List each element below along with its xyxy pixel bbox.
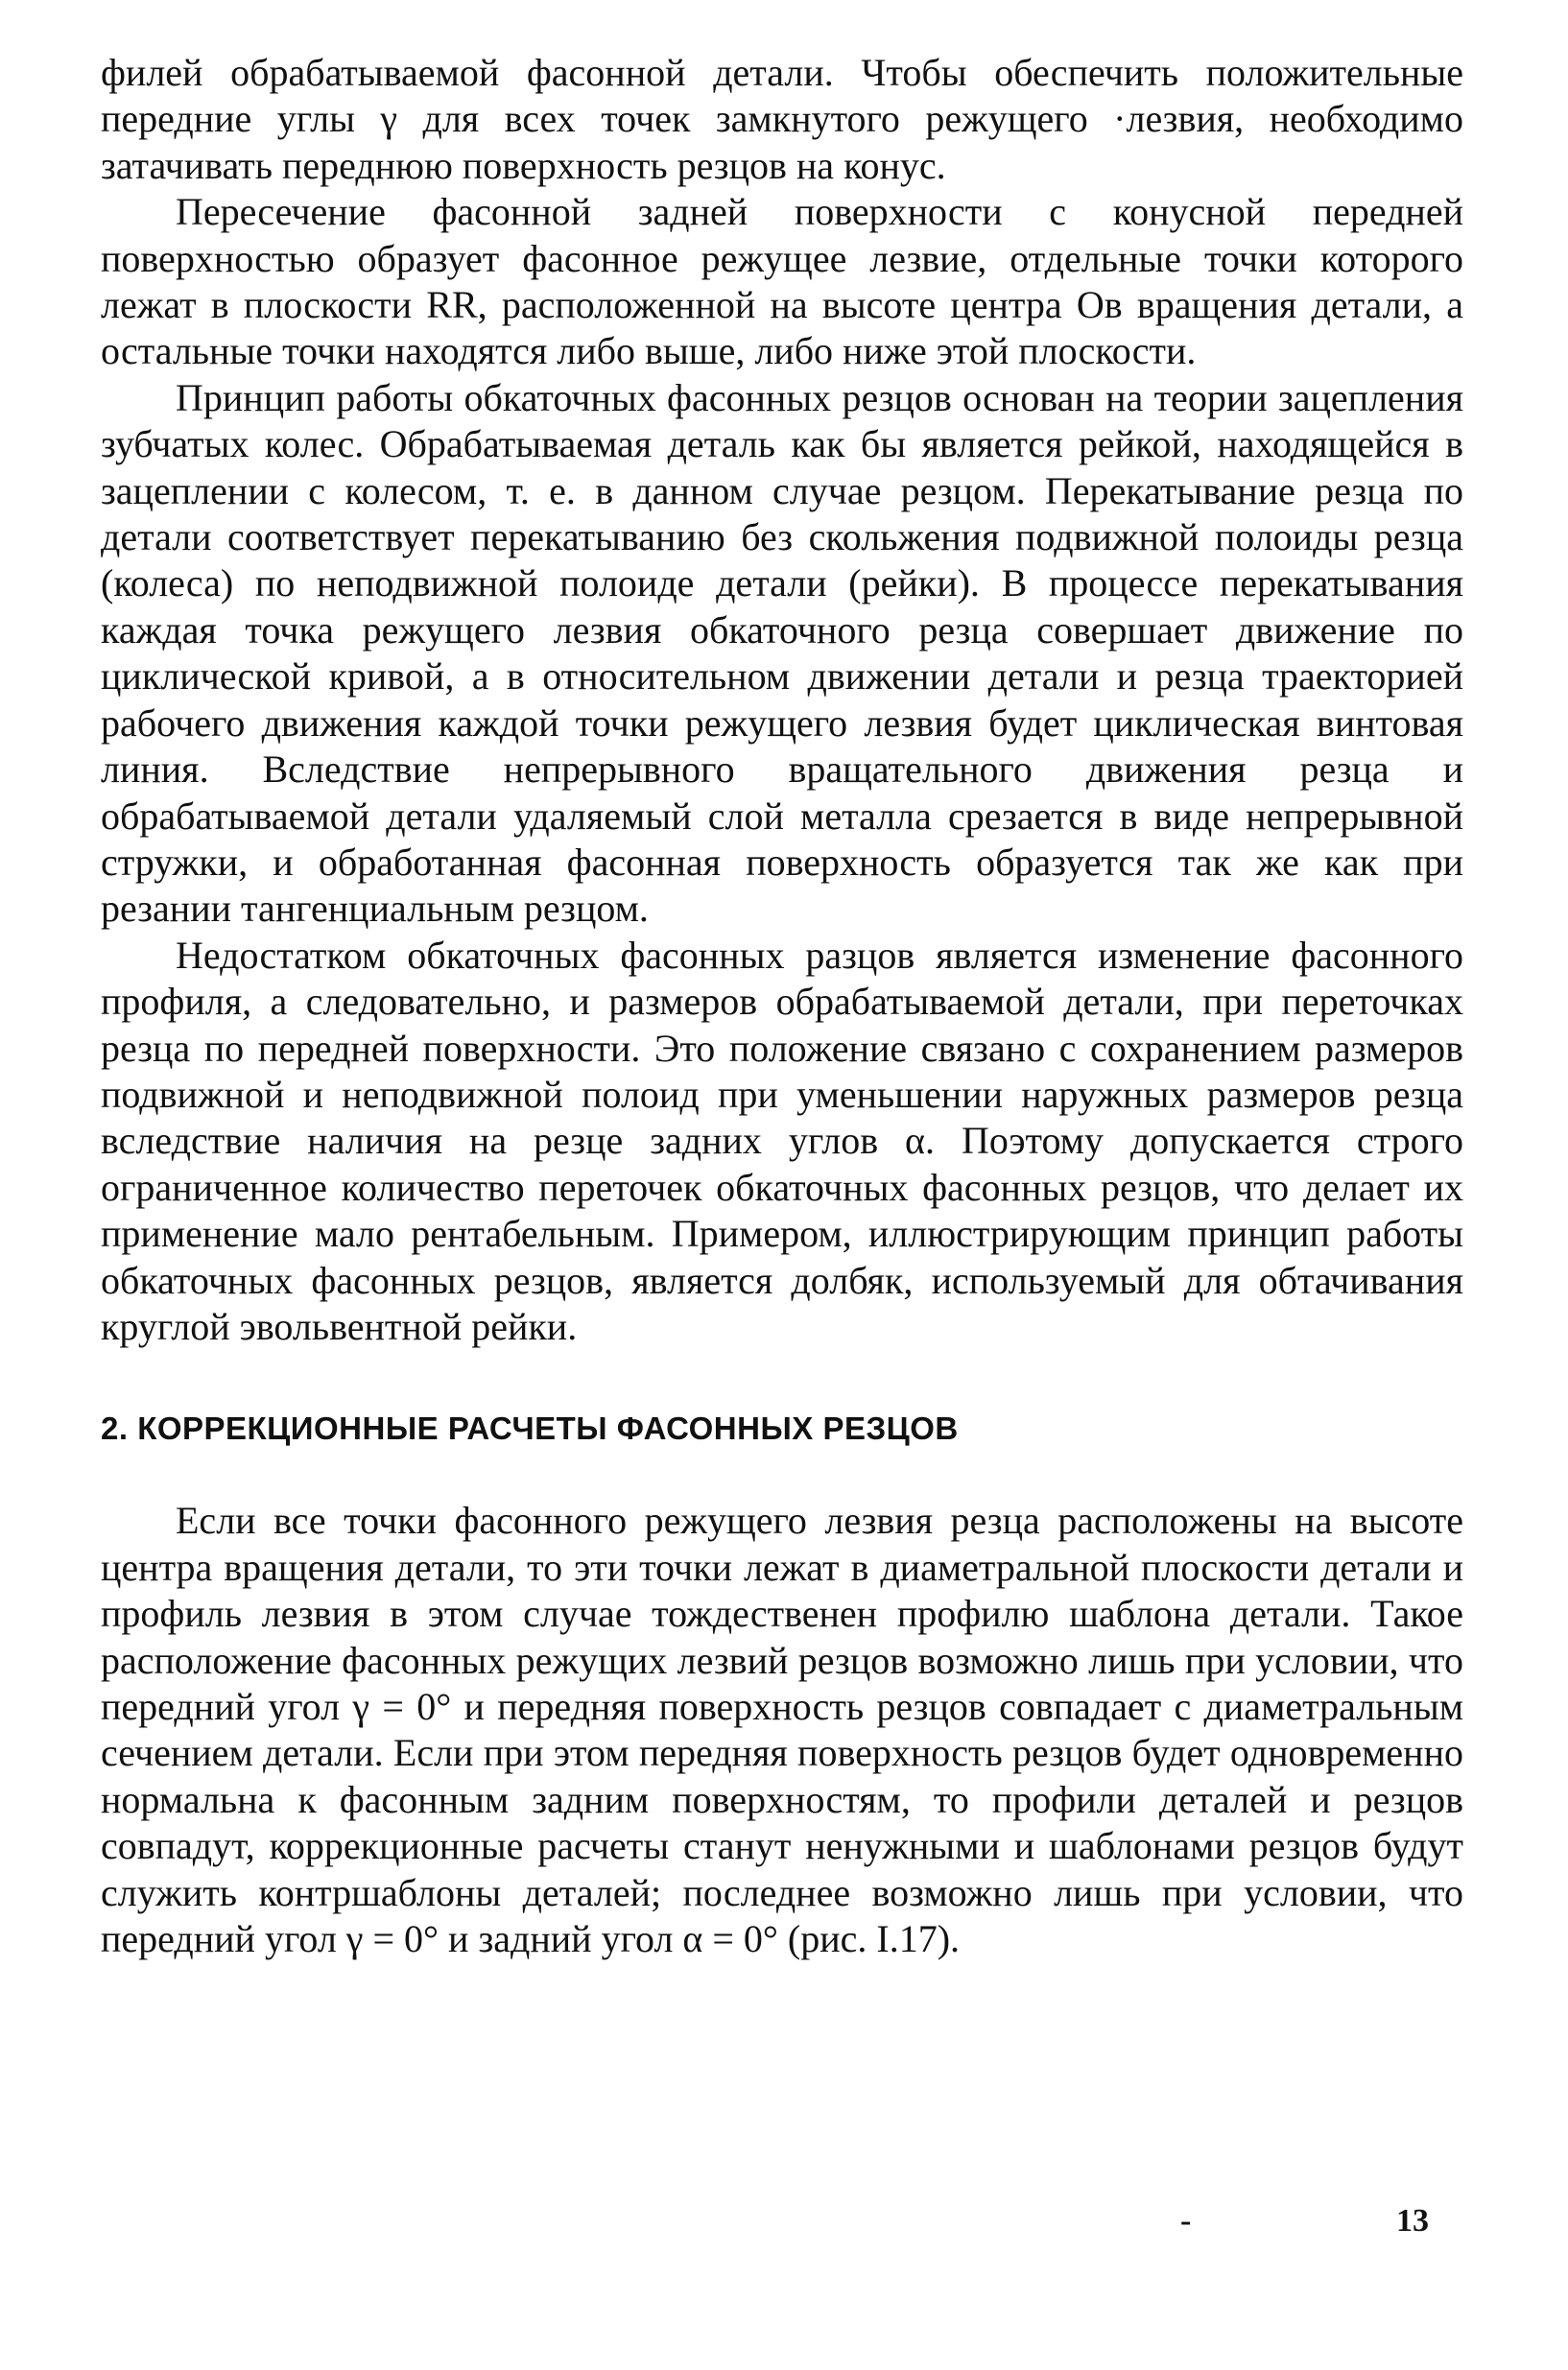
page-number: 13 <box>1396 2203 1429 2239</box>
paragraph-4: Недостатком обкаточных фасонных разцов является изменение фасонного профиля, а следовательно, и размеров обрабатываемой детали, при переточках резца по передней поверхности. Это положение связано с сохранением размеров подвижной и неподвижной полоид при уменьшении наружных размеров резца вследствие наличия на резце задних углов α. Поэтому допускается строго ограниченное количество переточек обкаточных фасонных резцов, что делает их применение мало рентабельным. Примером, иллюстрирующим принцип работы обкаточных фасонных резцов, является долбяк, используемый для обтачивания круглой эвольвентной рейки. <box>101 933 1463 1348</box>
footer-dash: - <box>1180 2203 1192 2239</box>
paragraph-1: филей обрабатываемой фасонной детали. Чтобы обеспечить положительные передние углы γ для всех точек замкнутого режущего ·лезвия, необходимо затачивать переднюю поверхность резцов на конус. <box>101 51 1463 187</box>
paragraph-2: Пересечение фасонной задней поверхности с конусной передней поверхностью образует фасонное режущее лезвие, отдельные точки которого лежат в плоскости RR, расположенной на высоте центра Oв вращения детали, а остальные точки находятся либо выше, либо ниже этой плоскости. <box>101 190 1463 373</box>
page-body <box>101 50 1463 1962</box>
paragraph-5: Если все точки фасонного режущего лезвия резца расположены на высоте центра вращения детали, то эти точки лежат в диаметральной плоскости детали и профиль лезвия в этом случае тождественен профилю шаблона детали. Такое расположение фасонных режущих лезвий резцов возможно лишь при условии, что передний угол γ = 0° и передняя поверхность резцов совпадает с диаметральным сечением детали. Если при этом передняя поверхность резцов будет одновременно нормальна к фасонным задним поверхностям, то профили деталей и резцов совпадут, коррекционные расчеты станут ненужными и шаблонами резцов будут служить контршаблоны деталей; последнее возможно лишь при условии, что передний угол γ = 0° и задний угол α = 0° (рис. I.17). <box>101 1499 1463 1961</box>
paragraph-3: Принцип работы обкаточных фасонных резцов основан на теории зацепления зубчатых колес. Обрабатываемая деталь как бы является рейкой, находящейся в зацеплении с колесом, т. е. в данном случае резцом. Перекатывание резца по детали соответствует перекатыванию без скольжения подвижной полоиды резца (колеса) по неподвижной полоиде детали (рейки). В процессе перекатывания каждая точка режущего лезвия обкаточного резца совершает движение по циклической кривой, а в относительном движении детали и резца траекторией рабочего движения каждой точки режущего лезвия будет циклическая винтовая линия. Вследствие непрерывного вращательного движения резца и обрабатываемой детали удаляемый слой металла срезается в виде непрерывной стружки, и обработанная фасонная поверхность образуется так же как при резании тангенциальным резцом. <box>101 375 1463 931</box>
section-heading: 2. КОРРЕКЦИОННЫЕ РАСЧЕТЫ ФАСОННЫХ РЕЗЦОВ <box>101 1410 959 1447</box>
